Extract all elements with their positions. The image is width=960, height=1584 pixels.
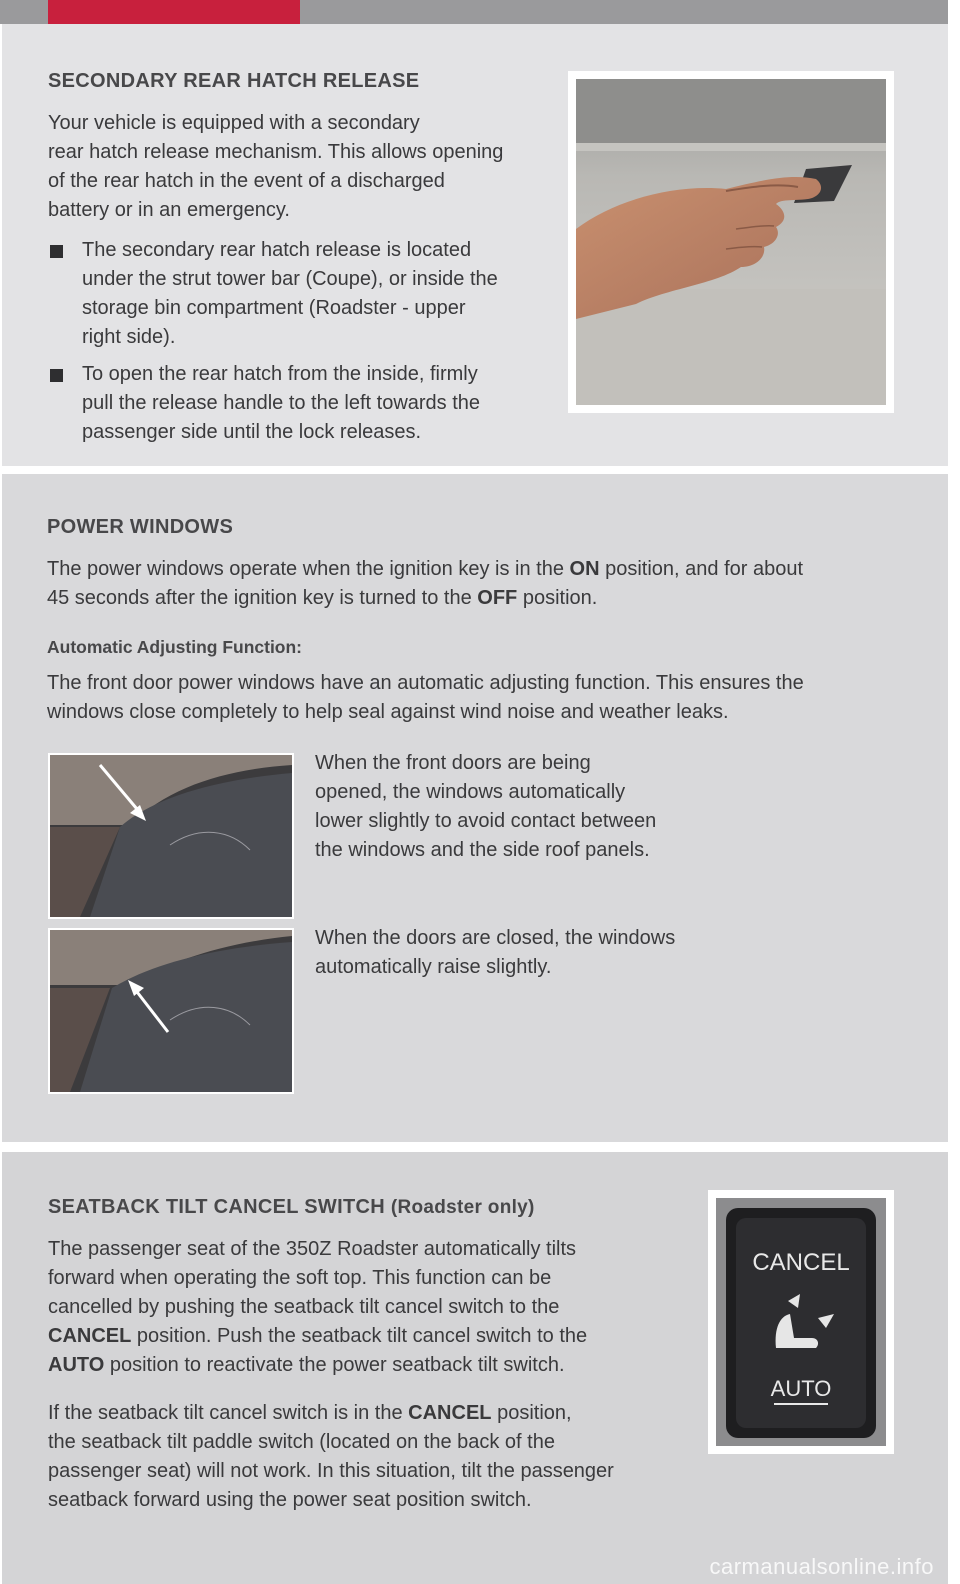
list-item: The secondary rear hatch release is located under the strut tower bar (Coupe), or inside the storage bin compartment (Roadster - upper right side).: [48, 236, 568, 352]
hatch-title: SECONDARY REAR HATCH RELEASE: [48, 70, 420, 92]
bullet-square-icon: [50, 245, 63, 258]
power-windows-intro: The power windows operate when the ignition key is in the ON position, and for about 45 seconds after the ignition key is turned to the OFF position.: [47, 558, 804, 609]
window-lowering-text: When the front doors are being opened, the windows automatically lower slightly to avoid contact between the windows and the side roof panels.: [315, 752, 657, 861]
hatch-section: [2, 24, 948, 466]
hatch-bullet-list: [48, 236, 568, 455]
power-windows-section: [2, 474, 948, 1142]
seatback-switch-photo: [708, 1190, 894, 1454]
auto-adjust-subtitle: Automatic Adjusting Function:: [47, 637, 303, 657]
list-item: To open the rear hatch from the inside, firmly pull the release handle to the left towards the passenger side until the lock releases.: [48, 360, 568, 447]
window-raising-photo: [48, 928, 294, 1094]
power-windows-title: POWER WINDOWS: [47, 516, 234, 538]
seatback-paragraph-2: If the seatback tilt cancel switch is in the CANCEL position, the seatback tilt paddle switch (located on the back of the passenger seat) will not work. In this situation, tilt the passenger seatback forward using the power seat position switch.: [48, 1402, 614, 1511]
window-raising-image: [50, 930, 292, 1092]
seatback-paragraph-1: The passenger seat of the 350Z Roadster automatically tilts forward when operating the soft top. This function can be cancelled by pushing the seatback tilt cancel switch to the CANCEL position. Push the seatback tilt cancel switch to the AUTO position to reactivate the power seatback tilt switch.: [48, 1238, 588, 1376]
seatback-section: [2, 1152, 948, 1584]
window-lowering-photo: [48, 753, 294, 919]
top-bar: [0, 0, 948, 24]
bullet-square-icon: [50, 369, 63, 382]
switch-cancel-label: CANCEL: [752, 1249, 850, 1276]
window-raising-text: When the doors are closed, the windows automatically raise slightly.: [315, 927, 676, 978]
hatch-intro: Your vehicle is equipped with a secondary rear hatch release mechanism. This allows opening of the rear hatch in the event of a discharged battery or in an emergency.: [48, 112, 504, 221]
switch-auto-label: AUTO: [770, 1376, 832, 1401]
watermark: carmanualsonline.info: [709, 1554, 934, 1579]
hand-pulling-release-handle-image: [576, 79, 886, 405]
auto-adjust-description: The front door power windows have an automatic adjusting function. This ensures the windows close completely to help seal against wind noise and weather leaks.: [47, 672, 804, 723]
window-lowering-image: [50, 755, 292, 917]
seatback-title: SEATBACK TILT CANCEL SWITCH (Roadster only): [48, 1196, 535, 1218]
seatback-switch-image: [716, 1198, 886, 1446]
top-bar-accent: [48, 0, 300, 24]
hatch-release-photo: [568, 71, 894, 413]
